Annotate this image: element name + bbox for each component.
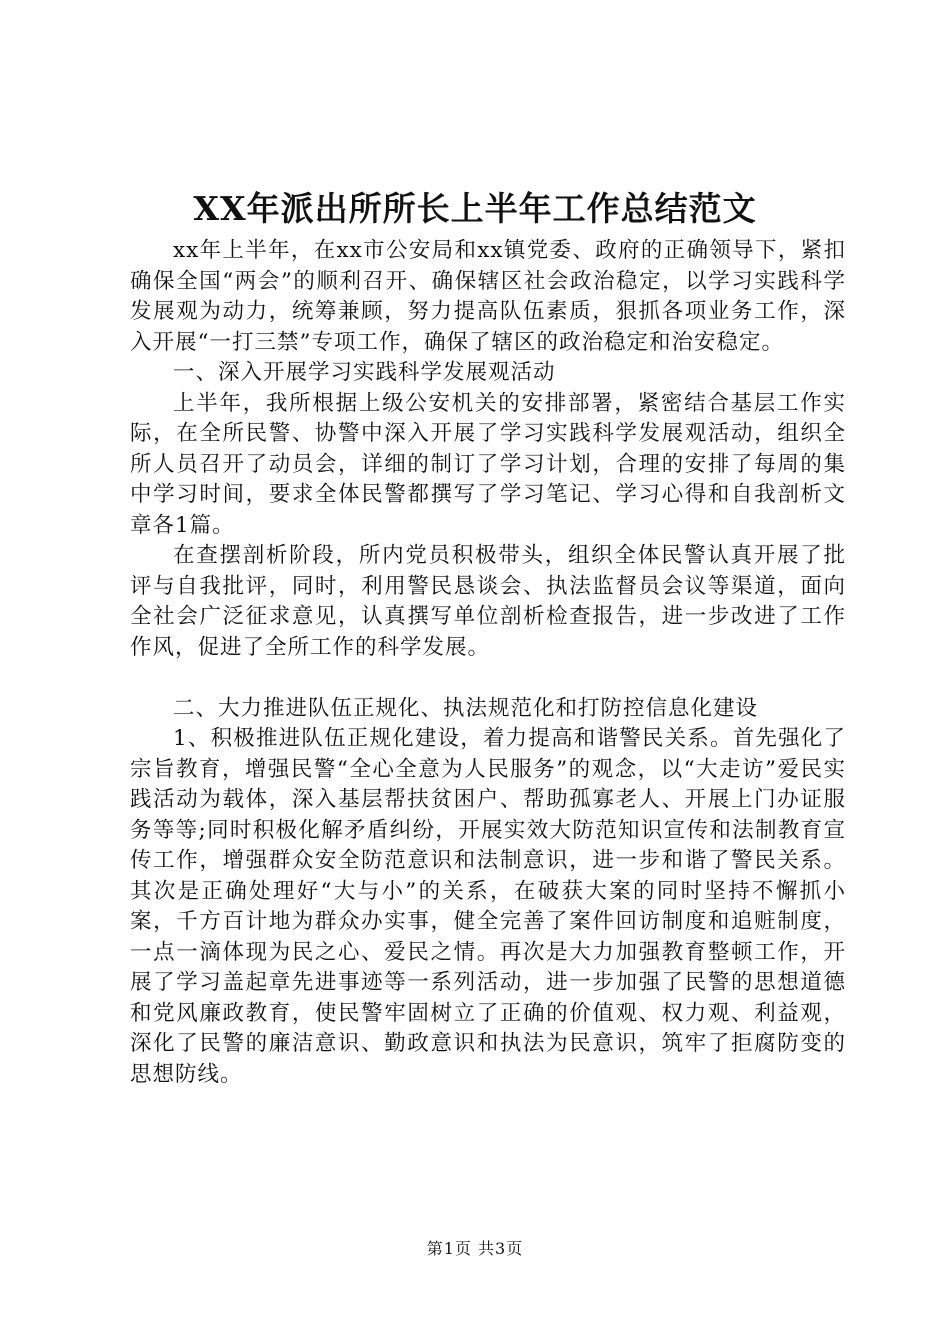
- section-1-paragraph-1: 上半年，我所根据上级公安机关的安排部署，紧密结合基层工作实际，在全所民警、协警中深入开展了学习实践科学发展观活动，组织全所人员召开了动员会，详细的制订了学习计划，合理的安排了每周的集中学习时间，要求全体民警都撰写了学习笔记、学习心得和自我剖析文章各1篇。: [130, 390, 846, 538]
- page-footer: 第1页 共3页: [426, 1239, 524, 1258]
- section-heading-2: 二、大力推进队伍正规化、执法规范化和打防控信息化建设: [173, 695, 759, 721]
- blank-line: [130, 663, 846, 694]
- section-2-paragraph-1: 1、积极推进队伍正规化建设，着力提高和谐警民关系。首先强化了宗旨教育，增强民警“全心全意为人民服务”的观念，以“大走访”爱民实践活动为载体，深入基层帮扶贫困户、帮助孤寡老人、开展上门办证服务等等;同时积极化解矛盾纠纷，开展实效大防范知识宣传和法制教育宣传工作，增强群众安全防范意识和法制意识，进一步和谐了警民关系。其次是正确处理好“大与小”的关系，在破获大案的同时坚持不懈抓小案，千方百计地为群众办实事，健全完善了案件回访制度和追赃制度，一点一滴体现为民之心、爱民之情。再次是大力加强教育整顿工作，开展了学习盖起章先进事迹等一系列活动，进一步加强了民警的思想道德和党风廉政教育，使民警牢固树立了正确的价值观、权力观、利益观，深化了民警的廉洁意识、勤政意识和执法为民意识，筑牢了拒腐防变的思想防线。: [130, 726, 846, 1087]
- section-1-paragraph-2: 在查摆剖析阶段，所内党员积极带头，组织全体民警认真开展了批评与自我批评，同时，利用警民恳谈会、执法监督员会议等渠道，面向全社会广泛征求意见，认真撰写单位剖析检查报告，进一步改进了工作作风，促进了全所工作的科学发展。: [130, 543, 846, 660]
- section-heading-1: 一、深入开展学习实践科学发展观活动: [173, 360, 556, 385]
- document-body: [130, 236, 846, 1090]
- document-title: XX年派出所所长上半年工作总结范文: [193, 189, 757, 228]
- intro-paragraph: xx年上半年，在xx市公安局和xx镇党委、政府的正确领导下，紧扣确保全国“两会”的顺利召开、确保辖区社会政治稳定，以学习实践科学发展观为动力，统筹兼顾，努力提高队伍素质，狠抓各项业务工作，深入开展“一打三禁”专项工作，确保了辖区的政治稳定和治安稳定。: [130, 238, 846, 355]
